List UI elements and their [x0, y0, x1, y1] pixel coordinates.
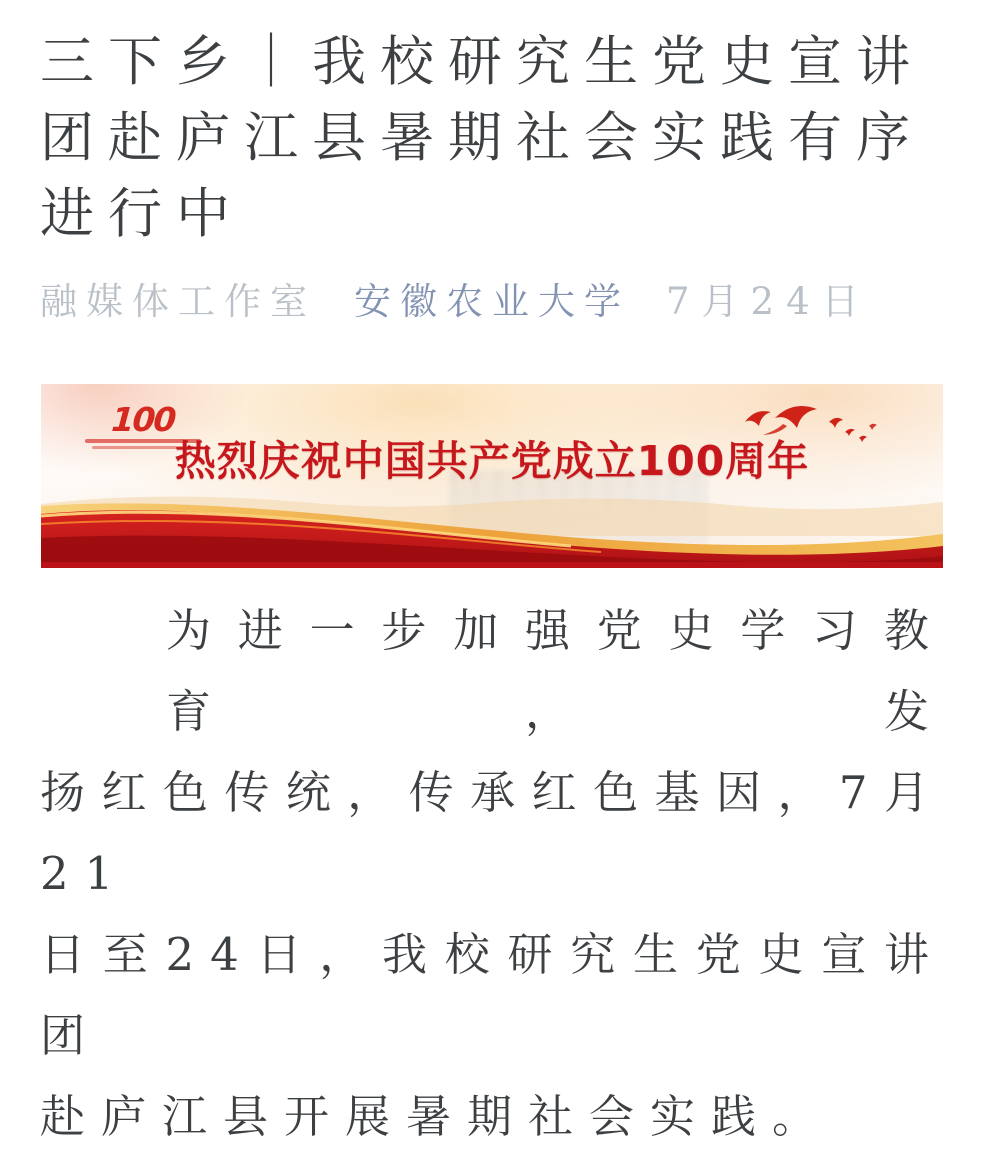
- banner-image[interactable]: [41, 384, 943, 568]
- paragraph-line-1: 为进一步加强党史学习教育，发: [166, 604, 945, 738]
- paragraph-line-3: 日至24日，我校研究生党史宣讲团: [40, 928, 945, 1062]
- page-title: [40, 24, 945, 252]
- paragraph-line-4: 赴庐江县开展暑期社会实践。: [40, 1090, 834, 1143]
- author-label: 融媒体工作室: [40, 280, 316, 323]
- centenary-logo-number: 100: [110, 400, 176, 439]
- banner-slogan: 热烈庆祝中国共产党成立100周年: [174, 437, 810, 485]
- title-line-1: 三下乡｜我校研究生党史宣讲: [40, 30, 924, 93]
- title-line-2: 团赴庐江县暑期社会实践有序: [40, 106, 924, 169]
- silk-ribbon-waves: [41, 476, 943, 568]
- byline: [40, 278, 945, 326]
- paragraph-line-2: 扬红色传统，传承红色基因，7月21: [40, 766, 945, 900]
- title-line-3: 进行中: [40, 182, 244, 245]
- article-paragraph: [40, 590, 945, 1157]
- article-page: [0, 24, 985, 1143]
- account-link[interactable]: 安徽农业大学: [354, 280, 630, 323]
- publish-date: 7月24日: [666, 280, 871, 323]
